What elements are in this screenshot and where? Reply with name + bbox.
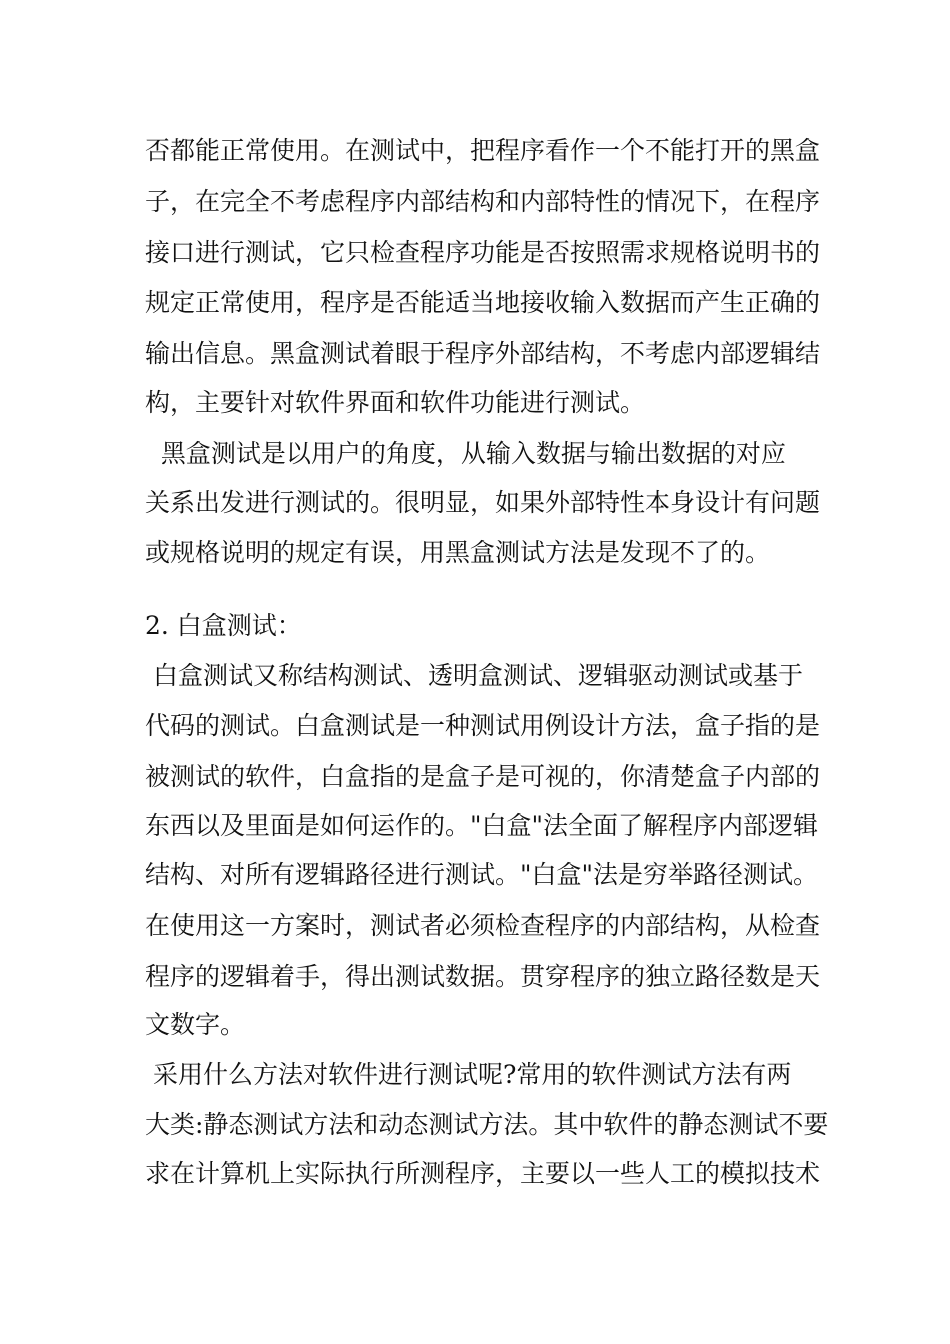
text-line: 文数字。	[145, 1010, 246, 1039]
paragraph-first-line: 采用什么方法对软件进行测试呢?常用的软件测试方法有两	[145, 1060, 792, 1089]
text-line: 或规格说明的规定有误，用黑盒测试方法是发现不了的。	[145, 538, 771, 567]
text-line: 代码的测试。白盒测试是一种测试用例设计方法，盒子指的是	[145, 711, 821, 740]
paragraph-first-line: 黑盒测试是以用户的角度，从输入数据与输出数据的对应	[145, 439, 786, 468]
text-line: 在使用这一方案时，测试者必须检查程序的内部结构，从检查	[145, 911, 821, 940]
text-line: 子，在完全不考虑程序内部结构和内部特性的情况下，在程序	[145, 187, 821, 216]
section-heading: 2. 白盒测试：	[145, 611, 302, 640]
text-line: 东西以及里面是如何运作的。"白盒"法全面了解程序内部逻辑	[145, 811, 819, 840]
text-line: 程序的逻辑着手，得出测试数据。贯穿程序的独立路径数是天	[145, 962, 821, 991]
text-line: 规定正常使用，程序是否能适当地接收输入数据而产生正确的	[145, 288, 821, 317]
text-line: 输出信息。黑盒测试着眼于程序外部结构，不考虑内部逻辑结	[145, 339, 821, 368]
text-line: 求在计算机上实际执行所测程序，主要以一些人工的模拟技术	[145, 1159, 821, 1188]
text-line: 被测试的软件，白盒指的是盒子是可视的，你清楚盒子内部的	[145, 762, 821, 791]
text-line: 接口进行测试，它只检查程序功能是否按照需求规格说明书的	[145, 238, 821, 267]
text-line: 结构、对所有逻辑路径进行测试。"白盒"法是穷举路径测试。	[145, 860, 819, 889]
paragraph-first-line: 白盒测试又称结构测试、透明盒测试、逻辑驱动测试或基于	[145, 661, 803, 690]
text-line: 关系出发进行测试的。很明显，如果外部特性本身设计有问题	[145, 488, 821, 517]
text-line: 大类:静态测试方法和动态测试方法。其中软件的静态测试不要	[145, 1110, 829, 1139]
text-line: 否都能正常使用。在测试中，把程序看作一个不能打开的黑盒	[145, 136, 821, 165]
text-line: 构，主要针对软件界面和软件功能进行测试。	[145, 388, 646, 417]
